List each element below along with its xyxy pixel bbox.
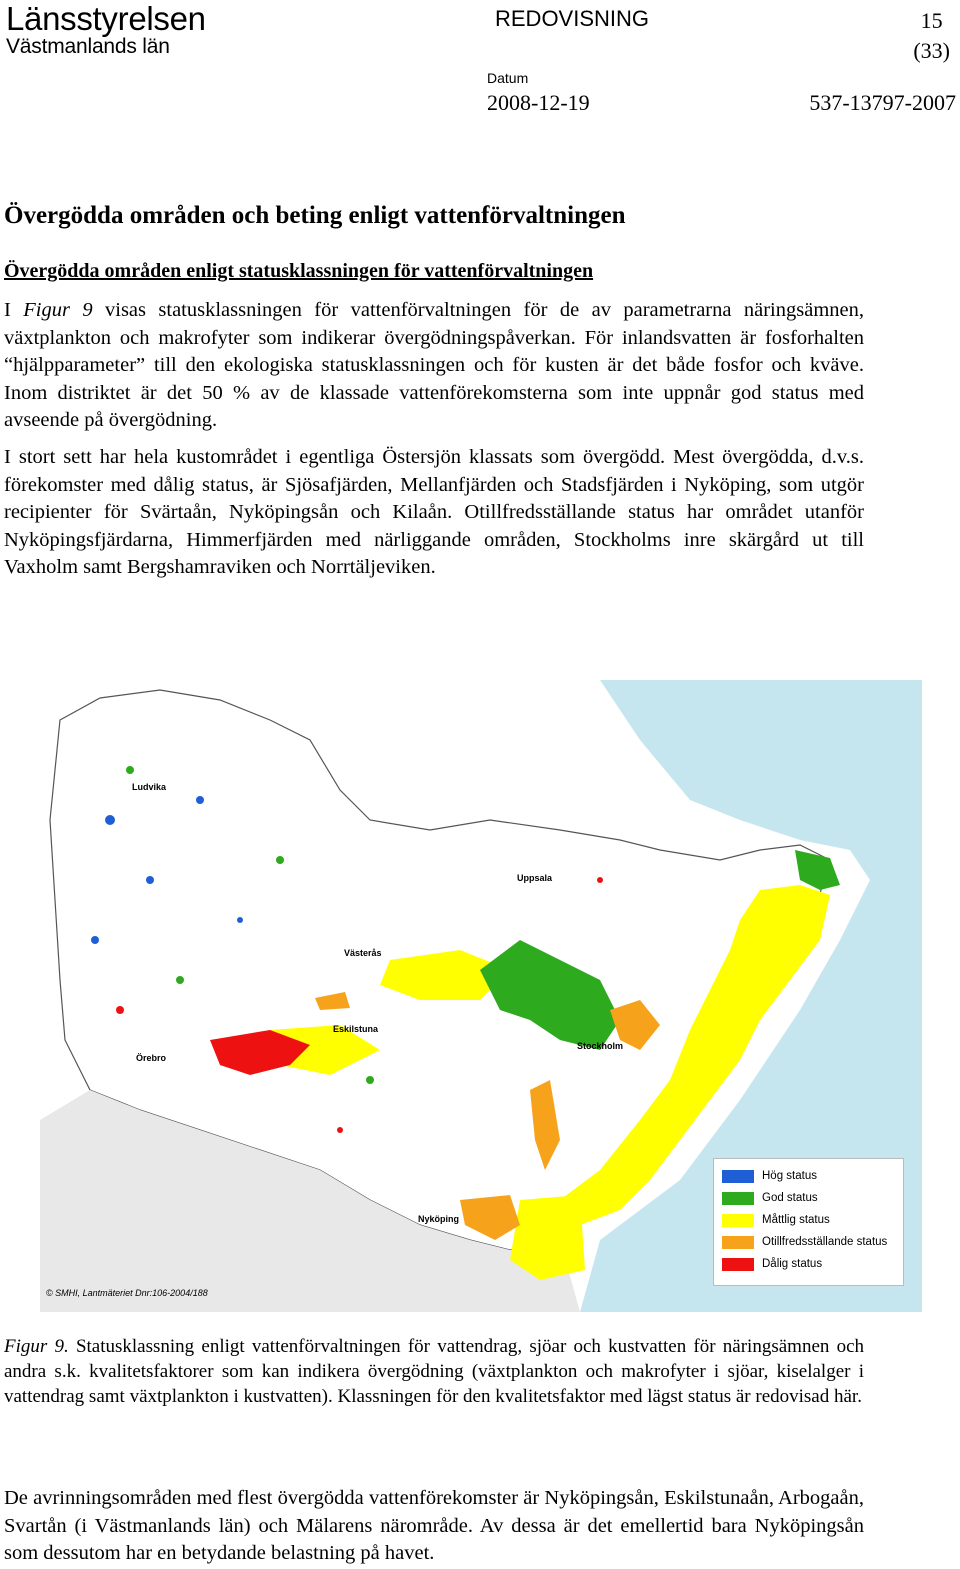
page-number [913,6,950,66]
caption-label: Figur 9. [4,1336,69,1357]
subsection-heading: Övergödda områden enligt statusklassningen för vattenförvaltningen [4,260,594,282]
lake-poor-status [597,877,603,883]
legend-label-unsatisfactory: Otillfredsställande status [762,1236,888,1248]
map-legend [713,1158,904,1286]
legend-swatch-high [722,1170,754,1183]
paragraph-coast: I stort sett har hela kustområdet i egentliga Östersjön klassats som övergödd. Mest övergödda, d.v.s. förekomster med dålig status, är Sjösafjärden, Mellanfjärden och Stadsfjärden i Nyköping, som utgör recipienter för Svärtaån, Nyköpingsån och Kilaån. Otillfredsställande status har området utanför Nyköpingsfjärdarna, Himmerfjärden med närliggande områden, Stockholms inre skärgård ut till Vaxholm samt Bergshamraviken och Norrtäljeviken. [4,446,864,578]
p1-prefix: I [4,299,24,321]
city-label-nykoping: Nyköping [418,1214,460,1224]
document-type: REDOVISNING [495,6,650,31]
document-date: 2008-12-19 [487,90,590,115]
legend-label-moderate: Måttlig status [762,1214,830,1226]
legend-swatch-unsatisfactory [722,1236,754,1249]
section-heading: Övergödda områden och beting enligt vattenförvaltningen [4,202,626,229]
figure-reference: Figur 9 [23,299,93,321]
legend-swatch-good [722,1192,754,1205]
city-label-eskilstuna: Eskilstuna [333,1024,379,1034]
figure-caption [4,1334,864,1409]
city-label-orebro: Örebro [136,1053,167,1063]
lake-poor-status [337,1127,343,1133]
legend-swatch-moderate [722,1214,754,1227]
legend-row-high [722,1165,895,1187]
lake-good-status [176,976,184,984]
legend-row-poor [722,1253,895,1275]
legend-row-good [722,1187,895,1209]
map-credit: © SMHI, Lantmäteriet Dnr:106-2004/188 [46,1288,208,1298]
legend-row-unsatisfactory [722,1231,895,1253]
lake-high-status [196,796,204,804]
legend-row-moderate [722,1209,895,1231]
lake-high-status [146,876,154,884]
lansstyrelsen-logo [6,2,206,58]
city-label-vasteras: Västerås [344,948,382,958]
diary-number: 537-13797-2007 [809,90,956,115]
legend-label-high: Hög status [762,1170,817,1182]
lake-high-status [91,936,99,944]
legend-label-good: God status [762,1192,818,1204]
p1-body: visas statusklassningen för vattenförvaltningen för de av parametrarna näringsämnen, växtplankton och makrofyter som indikerar övergödningspåverkan. För inlandsvatten är fosforhalten “hjälpparameter” till den ekologiska statusklassningen och för kusten är det både fosfor och kväve. Inom distriktet är det 50 % av de klassade vattenförekomsterna som inte uppnår god status med avseende på övergödning. [4,299,864,431]
date-label: Datum [487,70,529,86]
paragraph-intro [4,297,864,435]
lake-good-status [126,766,134,774]
page-current: 15 [920,8,943,33]
lake-good-status [366,1076,374,1084]
city-label-stockholm: Stockholm [577,1041,624,1051]
lake-high-status [237,917,243,923]
legend-swatch-poor [722,1258,754,1271]
page-total: (33) [913,38,950,63]
lake-good-status [276,856,284,864]
legend-label-poor: Dålig status [762,1258,823,1270]
caption-text: Statusklassning enligt vattenförvaltningen för vattendrag, sjöar och kustvatten för näringsämnen och andra s.k. kvalitetsfaktorer som kan indikera övergödning (växtplankton och makrofyter i sjöar, kiselalger i vattendrag samt växtplankton i kustvatten). Klassningen för den kvalitetsfaktor med lägst status är redovisad här. [4,1336,865,1407]
city-label-ludvika: Ludvika [132,782,167,792]
logo-title: Länsstyrelsen [6,0,206,37]
lake-high-status [105,815,115,825]
lake-poor-status [116,1006,124,1014]
logo-subtitle: Västmanlands län [6,35,170,58]
city-label-uppsala: Uppsala [517,873,553,883]
coastal-south-moderate [510,1195,585,1280]
paragraph-catchments: De avrinningsområden med flest övergödda vattenförekomster är Nyköpingsån, Eskilstunaån, Arbogaån, Svartån (i Västmanlands län) och Mälarens närområde. Av dessa är det emellertid bara Nyköpingsån som dessutom har en betydande belastning på havet. [4,1487,864,1564]
